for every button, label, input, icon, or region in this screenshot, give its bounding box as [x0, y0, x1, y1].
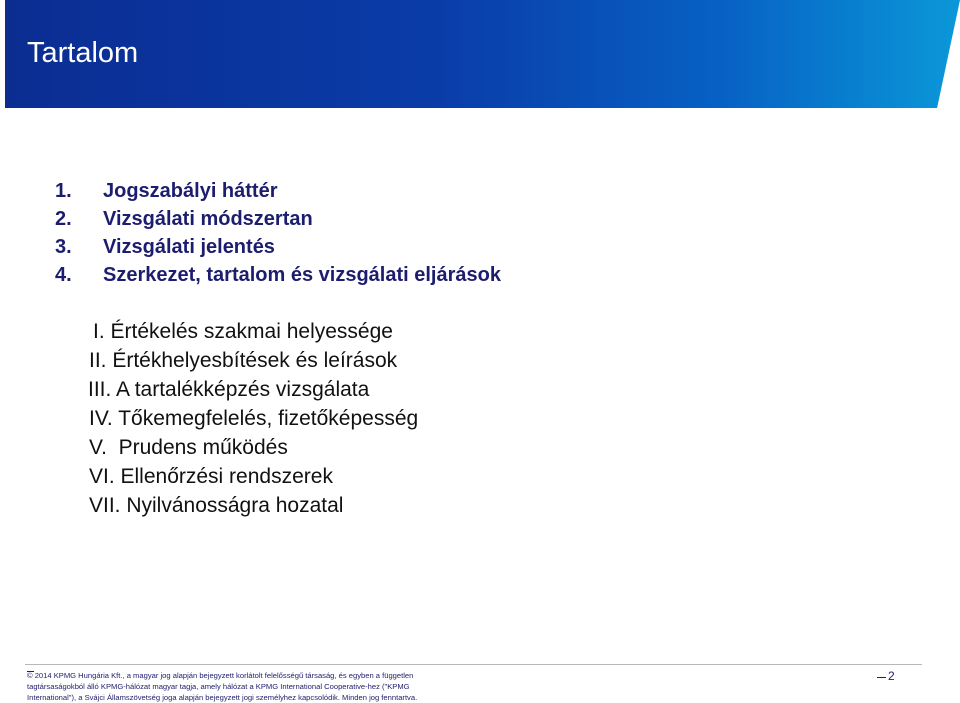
roman-item-text: II. Értékhelyesbítések és leírások: [89, 349, 398, 372]
list-item-text: Vizsgálati módszertan: [103, 208, 313, 230]
list-item-text: Szerkezet, tartalom és vizsgálati eljárások: [103, 264, 501, 286]
footer-divider: [25, 664, 922, 665]
list-item-text: Jogszabályi háttér: [103, 180, 278, 202]
numbered-list-item: [55, 205, 501, 233]
list-number: 4.: [55, 264, 72, 286]
roman-item-text: V. Prudens működés: [89, 436, 288, 459]
list-number: 2.: [55, 208, 72, 230]
list-item-text: Vizsgálati jelentés: [103, 236, 275, 258]
numbered-list-item: [55, 233, 501, 261]
roman-item-text: III. A tartalékképzés vizsgálata: [88, 378, 370, 401]
numbered-list-item: [55, 177, 501, 205]
roman-item-text: VII. Nyilvánosságra hozatal: [89, 494, 344, 517]
list-number: 3.: [55, 236, 72, 258]
roman-item-text: I. Értékelés szakmai helyessége: [93, 320, 393, 343]
page-number: 2: [888, 669, 895, 683]
header-banner: [5, 0, 960, 108]
roman-item-text: VI. Ellenőrzési rendszerek: [89, 465, 333, 488]
page-number-dash: [877, 677, 886, 678]
slide-title: Tartalom: [27, 37, 139, 69]
roman-item-text: IV. Tőkemegfelelés, fizetőképesség: [89, 407, 419, 430]
numbered-list: [55, 177, 501, 289]
footer-copyright: © 2014 KPMG Hungária Kft., a magyar jog alapján bejegyzett korlátolt felelősségű társaság, és egyben a független tagtársaságokból álló KPMG-hálózat magyar tagja, amely hálózat a KPMG International Cooperative-hez ("KPMG International"), a Svájci Államszövetség joga alapján bejegyzett jogi személyhez kapcsolódik. Minden jog fenntartva.: [27, 671, 418, 702]
list-number: 1.: [55, 180, 72, 202]
numbered-list-item: [55, 261, 501, 289]
